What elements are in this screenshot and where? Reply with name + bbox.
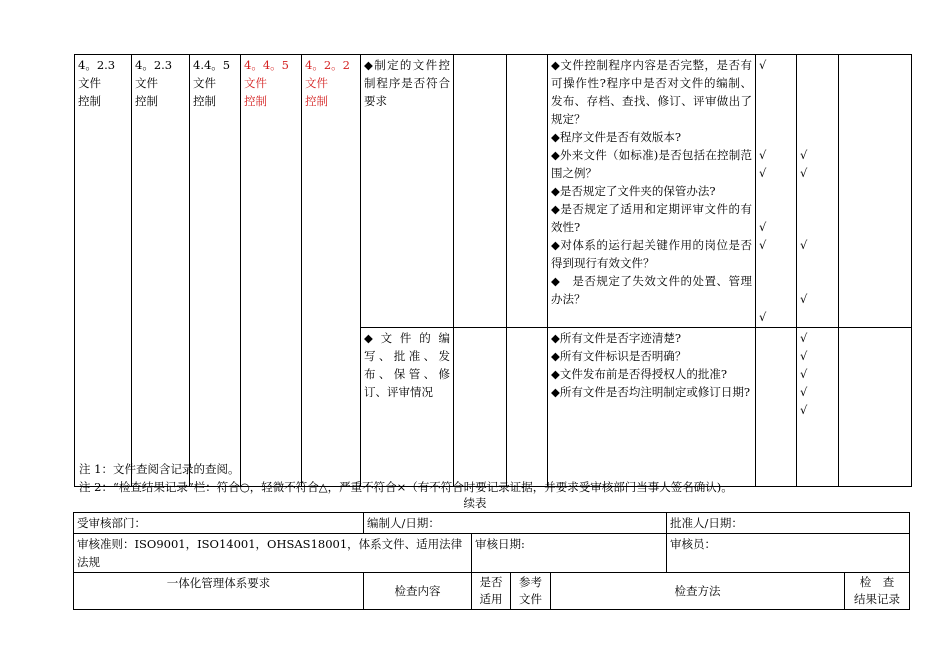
check-mark: √ (800, 403, 808, 417)
check-mark: √ (759, 148, 767, 162)
col-reference-header (511, 573, 551, 610)
col-method-header: 检查方法 (551, 573, 845, 610)
clause-cell-4 (241, 55, 302, 487)
approver-cell: 批准人/日期： (667, 513, 910, 534)
reference-cell (507, 55, 548, 328)
check-mark (800, 110, 835, 128)
check-mark (759, 110, 793, 128)
auditor-cell: 审核员： (667, 534, 910, 573)
check-content-2: ◆ 文 件 的 编写、批准、发布、保管、修订、评审情况 (361, 328, 454, 487)
clause-title: 控制 (78, 94, 101, 108)
check-mark: √ (800, 349, 808, 363)
col-content-header: 检查内容 (364, 573, 472, 610)
method-item: ◆ 是否规定了失效文件的处置、管理办法？ (551, 274, 752, 306)
result-col-b-2 (797, 328, 839, 487)
clause-title: 文件 (193, 76, 216, 90)
clause-title: 文件 (305, 76, 328, 90)
check-mark (759, 200, 793, 218)
method-item: ◆文件控制程序内容是否完整，是否有可操作性?程序中是否对文件的编制、发布、存档、查找、修订、评审做出了规定？ (551, 58, 752, 126)
clause-number: 4。4。5 (244, 58, 289, 72)
check-mark (800, 254, 835, 272)
result-col-a-1 (756, 55, 797, 328)
clause-number: 4.4。5 (193, 58, 231, 72)
preparer-cell: 编制人/日期： (364, 513, 667, 534)
col-result-header (845, 573, 910, 610)
clause-title: 控制 (135, 94, 158, 108)
check-mark: √ (759, 310, 767, 324)
table-row (74, 513, 910, 534)
check-mark: √ (800, 385, 808, 399)
clause-title: 文件 (135, 76, 158, 90)
clause-title: 文件 (244, 76, 267, 90)
criteria-cell: 审核准则：ISO9001，ISO14001，OHSAS18001，体系文件、适用法律法规 (74, 534, 472, 573)
check-mark (759, 290, 793, 308)
clause-number: 4。2.3 (78, 58, 116, 72)
check-mark (800, 200, 835, 218)
applicable-cell (454, 55, 507, 328)
method-item: ◆所有文件是否均注明制定或修订日期? (551, 385, 751, 399)
check-mark: √ (800, 367, 808, 381)
continuation-header-table (73, 512, 910, 610)
check-mark (759, 254, 793, 272)
method-item: ◆文件发布前是否得授权人的批准? (551, 367, 728, 381)
table-row (75, 55, 912, 328)
method-item: ◆是否规定了适用和定期评审文件的有效性? (551, 202, 752, 234)
col-requirements-header: 一体化管理体系要求 (74, 573, 364, 610)
remarks-cell (839, 328, 912, 487)
check-mark: √ (759, 58, 767, 72)
method-item: ◆程序文件是否有效版本? (551, 130, 682, 144)
clause-cell-3 (190, 55, 241, 487)
check-mark: √ (800, 148, 808, 162)
continued-label: 续表 (463, 496, 487, 510)
audit-date-cell: 审核日期: (472, 534, 667, 573)
check-mark (800, 218, 835, 236)
check-mark (800, 74, 835, 92)
header-text: 是否 (479, 575, 503, 589)
check-mark (800, 56, 835, 74)
check-mark: √ (800, 331, 808, 345)
check-content-1: ◆制定的文件控制程序是否符合要求 (361, 55, 454, 328)
checklist-table (74, 54, 912, 487)
clause-cell-2 (132, 55, 190, 487)
header-text: 适用 (479, 592, 503, 606)
header-text: 参考 (519, 575, 542, 589)
clause-title: 文件 (78, 76, 101, 90)
check-mark: √ (759, 220, 767, 234)
check-mark: √ (800, 238, 808, 252)
table-row (74, 573, 910, 610)
header-text: 结果记录 (854, 592, 901, 606)
check-mark (759, 272, 793, 290)
check-mark: √ (759, 166, 767, 180)
result-col-a-2 (756, 328, 797, 487)
header-text: 检 查 (859, 575, 895, 589)
col-applicable-header (472, 573, 511, 610)
check-mark (759, 74, 793, 92)
method-item: ◆外来文件（如标准)是否包括在控制范围之例？ (551, 148, 752, 180)
check-mark (800, 182, 835, 200)
result-col-b-1 (797, 55, 839, 328)
method-item: ◆对体系的运行起关键作用的岗位是否得到现行有效文件？ (551, 238, 752, 270)
method-item: ◆是否规定了文件夹的保管办法? (551, 184, 716, 198)
clause-title: 控制 (193, 94, 216, 108)
check-mark (800, 128, 835, 146)
remarks-cell (839, 55, 912, 328)
note-1: 注 1：文件查阅含记录的查阅。 (79, 462, 240, 476)
dept-cell: 受审核部门： (74, 513, 364, 534)
check-mark: √ (800, 292, 808, 306)
clause-number: 4。2.3 (135, 58, 173, 72)
check-method-1 (548, 55, 756, 328)
method-item: ◆所有文件标识是否明确？ (551, 349, 687, 363)
table-row (74, 534, 910, 573)
clause-cell-1 (75, 55, 132, 487)
check-mark (800, 272, 835, 290)
clause-number: 4。2。2 (305, 58, 350, 72)
header-text: 文件 (519, 592, 542, 606)
check-mark (759, 128, 793, 146)
note-2: 注 2：“检查结果记录”栏：符合○，轻微不符合△，严重不符合×（有不符合时要记录证据，并要求受审核部门当事人签名确认)。 (79, 480, 733, 494)
clause-title: 控制 (244, 94, 267, 108)
check-mark (759, 92, 793, 110)
check-mark (759, 182, 793, 200)
check-mark: √ (759, 238, 767, 252)
clause-cell-5 (302, 55, 361, 487)
check-mark: √ (800, 166, 808, 180)
check-mark (800, 92, 835, 110)
clause-title: 控制 (305, 94, 328, 108)
method-item: ◆所有文件是否字迹清楚? (551, 331, 682, 345)
footnotes (79, 460, 733, 496)
